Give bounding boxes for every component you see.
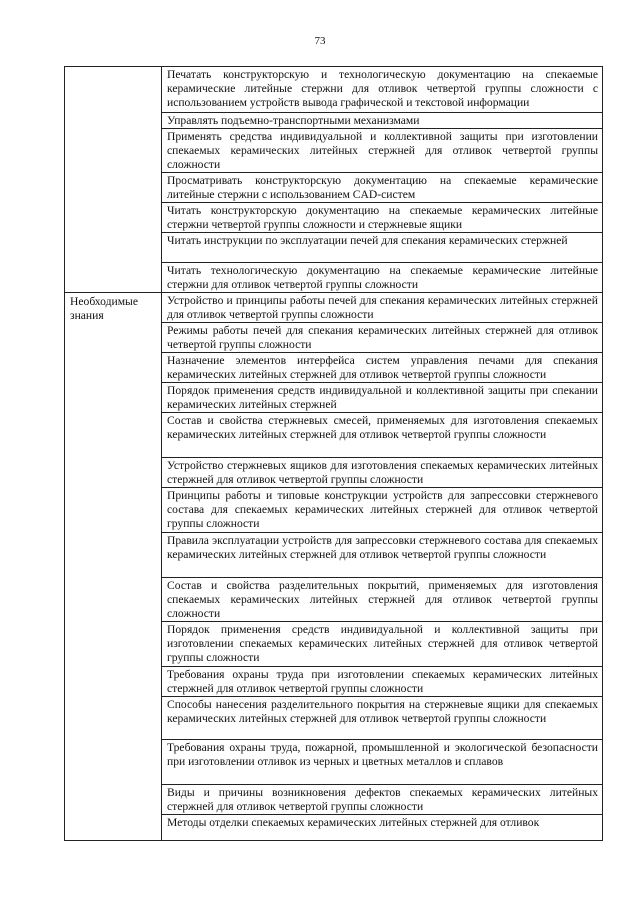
page-number: 73 (314, 35, 326, 47)
skill-item: Читать инструкции по эксплуатации печей для спекания керамических стержней (162, 233, 603, 263)
knowledge-item: Режимы работы печей для спекания керамических литейных стержней для отливок четвертой группы сложности (162, 323, 603, 353)
skill-item: Читать технологическую документацию на спекаемые керамические литейные стержни для отливок четвертой группы сложности (162, 263, 603, 293)
competency-table (64, 66, 603, 841)
knowledge-label: Необходимые знания (65, 293, 162, 841)
knowledge-item: Методы отделки спекаемых керамических литейных стержней для отливок (162, 815, 603, 841)
knowledge-item: Состав и свойства разделительных покрытий, применяемых для изготовления спекаемых керамических литейных стержней для отливок четвертой группы сложности (162, 578, 603, 622)
knowledge-item: Состав и свойства стержневых смесей, применяемых для изготовления спекаемых керамических литейных стержней для отливок четвертой группы сложности (162, 413, 603, 458)
knowledge-item: Виды и причины возникновения дефектов спекаемых керамических литейных стержней для отливок четвертой группы сложности (162, 785, 603, 815)
knowledge-item: Требования охраны труда при изготовлении спекаемых керамических литейных стержней для отливок четвертой группы сложности (162, 667, 603, 697)
knowledge-item: Требования охраны труда, пожарной, промышленной и экологической безопасности при изготовлении отливок из черных и цветных металлов и сплавов (162, 740, 603, 785)
skills-label-cell (65, 67, 162, 293)
knowledge-item: Устройство стержневых ящиков для изготовления спекаемых керамических литейных стержней для отливок четвертой группы сложности (162, 458, 603, 488)
knowledge-item: Способы нанесения разделительного покрытия на стержневые ящики для спекаемых керамических литейных стержней для отливок четвертой группы сложности (162, 697, 603, 740)
table-row (65, 293, 603, 323)
knowledge-item: Устройство и принципы работы печей для спекания керамических литейных стержней для отливок четвертой группы сложности (162, 293, 603, 323)
knowledge-item: Правила эксплуатации устройств для запрессовки стержневого состава для спекаемых керамических литейных стержней для отливок четвертой группы сложности (162, 533, 603, 578)
skill-item: Читать конструкторскую документацию на спекаемые керамических литейные стержни четвертой группы сложности и стержневые ящики (162, 203, 603, 233)
knowledge-item: Принципы работы и типовые конструкции устройств для запрессовки стержневого состава для спекаемых керамических литейных стержней для отливок четвертой группы сложности (162, 488, 603, 533)
skill-item: Просматривать конструкторскую документацию на спекаемые керамические литейные стержни с использованием CAD-систем (162, 173, 603, 203)
knowledge-item: Порядок применения средств индивидуальной и коллективной защиты при изготовлении спекаемых керамических литейных стержней для отливок четвертой группы сложности (162, 622, 603, 667)
table-row (65, 67, 603, 113)
knowledge-item: Назначение элементов интерфейса систем управления печами для спекания керамических литейных стержней для отливок четвертой группы сложности (162, 353, 603, 383)
skill-item: Печатать конструкторскую и технологическую документацию на спекаемые керамические литейные стержни для отливок четвертой группы сложности с использованием устройств вывода графической и текстовой информации (162, 67, 603, 113)
skill-item: Управлять подъемно-транспортными механизмами (162, 113, 603, 129)
skill-item: Применять средства индивидуальной и коллективной защиты при изготовлении спекаемых керамических литейных стержней для отливок четвертой группы сложности (162, 129, 603, 173)
knowledge-item: Порядок применения средств индивидуальной и коллективной защиты при спекании керамических литейных стержней (162, 383, 603, 413)
